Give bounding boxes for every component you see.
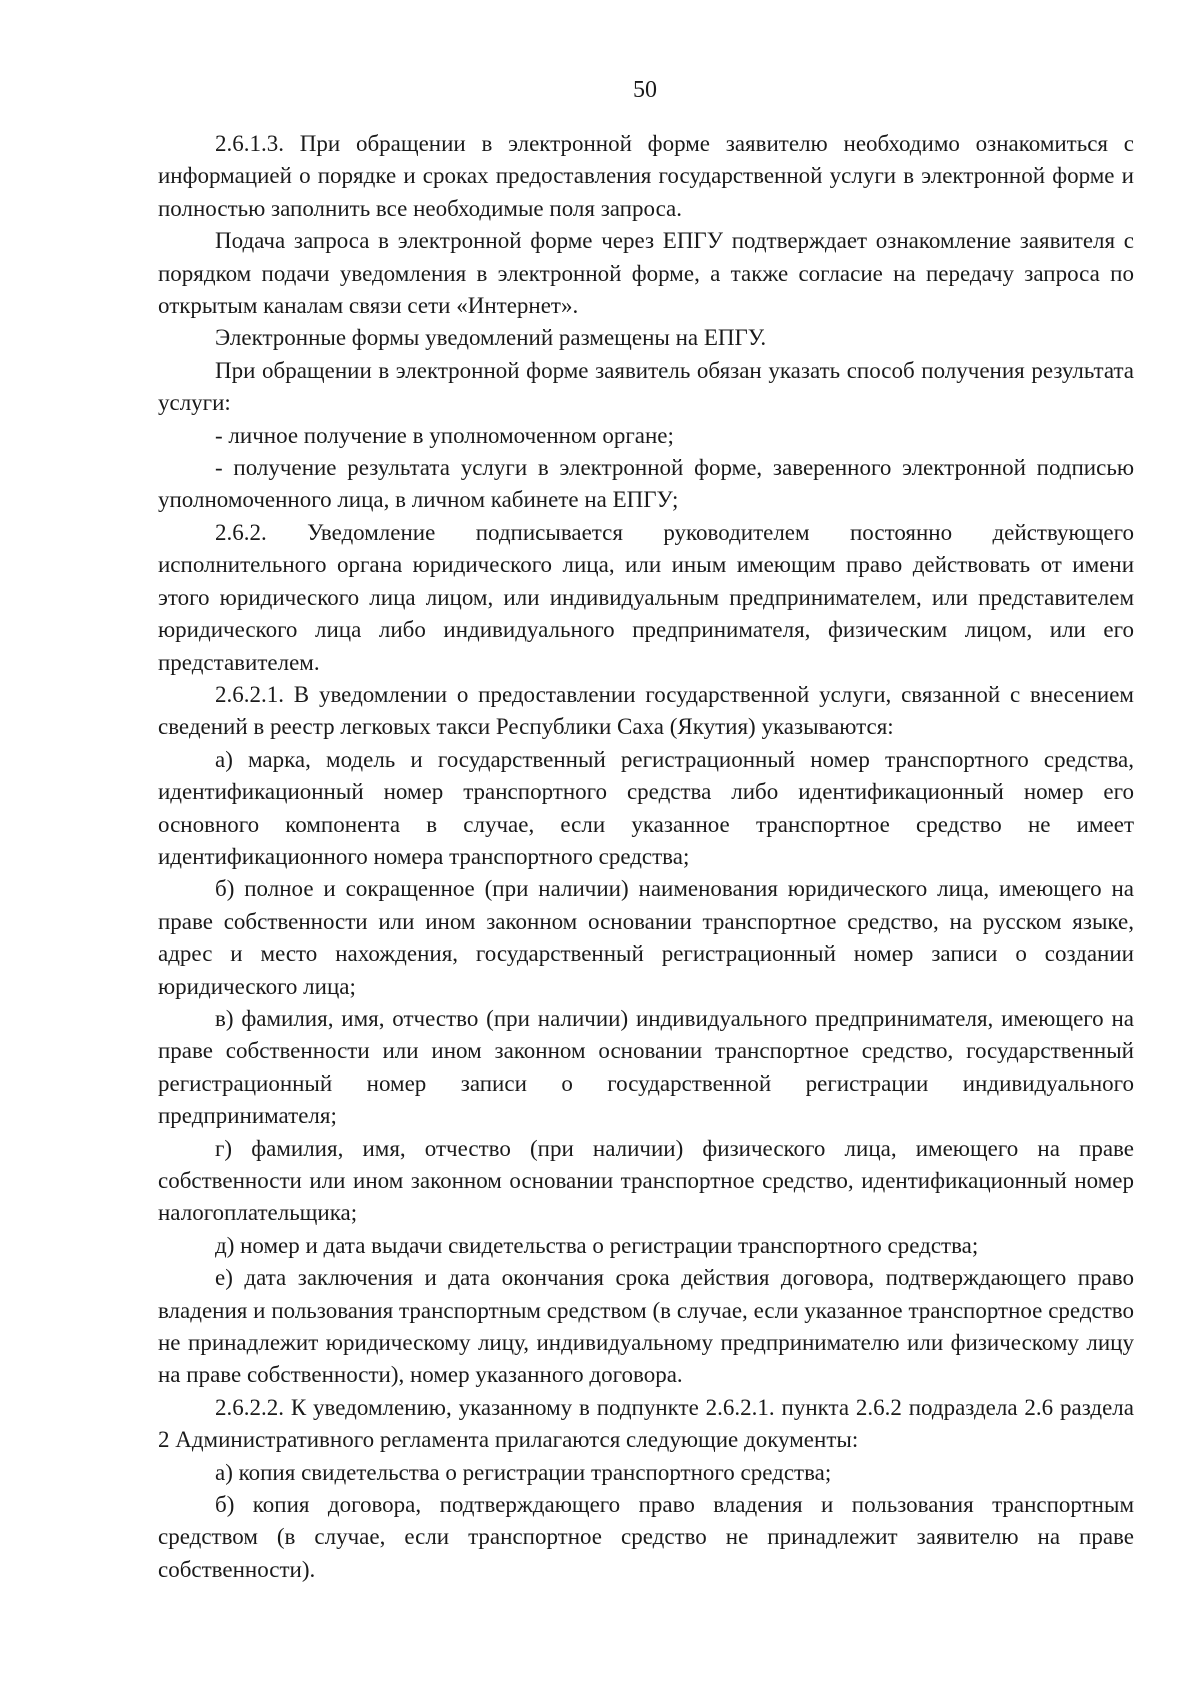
list-item-personal-receipt: - личное получение в уполномоченном органе; [215,422,674,448]
document-body [158,128,1134,1586]
list-item-electronic-receipt: - получение результата услуги в электронной форме, заверенного электронной подписью уполномоченного лица, в личном кабинете на ЕПГУ; [158,455,1134,513]
list-item-a: а) марка, модель и государственный регистрационный номер транспортного средства, идентификационный номер транспортного средства либо идентификационный номер его основного компонента в случае, если указанное транспортное средство не имеет идентификационного номера транспортного средства; [158,746,1134,869]
list-item-b: б) полное и сокращенное (при наличии) наименования юридического лица, имеющего на праве собственности или ином законном основании транспортное средство, на русском языке, адрес и место нахождения, государственный регистрационный номер записи о создании юридического лица; [158,876,1134,999]
paragraph-electronic-forms: Электронные формы уведомлений размещены на ЕПГУ. [215,325,767,351]
list-item-v: в) фамилия, имя, отчество (при наличии) индивидуального предпринимателя, имеющего на праве собственности или ином законном основании транспортное средство, государственный регистрационный номер записи о государственной регистрации индивидуального предпринимателя; [158,1005,1134,1129]
paragraph-2-6-2: 2.6.2. Уведомление подписывается руководителем постоянно действующего исполнительного органа юридического лица, или иным имеющим право действовать от имени этого юридического лица лицом, или индивидуальным предпринимателем, или представителем юридического лица либо индивидуального предпринимателя, физическим лицом, или его представителем. [158,519,1134,675]
list-item-g: г) фамилия, имя, отчество (при наличии) физического лица, имеющего на праве собственности или ином законном основании транспортное средство, идентификационный номер налогоплательщика; [158,1135,1134,1226]
paragraph-2-6-1-3: 2.6.1.3. При обращении в электронной форме заявителю необходимо ознакомиться с информацией о порядке и сроках предоставления государственной услуги в электронной форме и полностью заполнить все необходимые поля запроса. [158,131,1134,221]
paragraph-2-6-2-1: 2.6.2.1. В уведомлении о предоставлении государственной услуги, связанной с внесением сведений в реестр легковых такси Республики Саха (Якутия) указываются: [158,681,1134,740]
attachment-item-b: б) копия договора, подтверждающего право владения и пользования транспортным средством (в случае, если транспортное средство не принадлежит заявителю на праве собственности). [158,1492,1134,1582]
paragraph-request-submission: Подача запроса в электронной форме через ЕПГУ подтверждает ознакомление заявителя с порядком подачи уведомления в электронной форме, а также согласие на передачу запроса по открытым каналам связи сети «Интернет». [158,228,1134,319]
list-item-e: е) дата заключения и дата окончания срока действия договора, подтверждающего право владения и пользования транспортным средством (в случае, если указанное транспортное средство не принадлежит юридическому лицу, индивидуальному предпринимателю или физическому лицу на праве собственности), номер указанного договора. [158,1265,1134,1388]
attachment-item-a: а) копия свидетельства о регистрации транспортного средства; [215,1459,832,1485]
list-item-d: д) номер и дата выдачи свидетельства о регистрации транспортного средства; [215,1232,979,1258]
paragraph-result-method: При обращении в электронной форме заявитель обязан указать способ получения результата услуги: [158,357,1134,416]
paragraph-2-6-2-2: 2.6.2.2. К уведомлению, указанному в подпункте 2.6.2.1. пункта 2.6.2 подраздела 2.6 раздела 2 Административного регламента прилагаются следующие документы: [158,1394,1134,1453]
page-number: 50 [633,77,657,103]
